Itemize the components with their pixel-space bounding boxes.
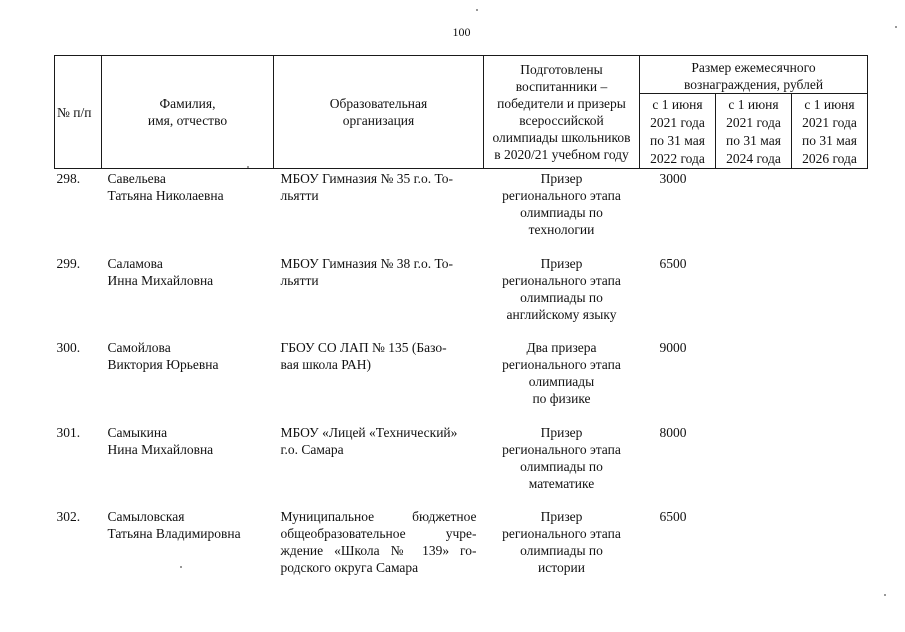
organization-line: МБОУ «Лицей «Технический» <box>280 424 458 440</box>
organization <box>274 338 484 423</box>
period-line: 2021 года <box>802 115 857 130</box>
person-given-names: Татьяна Владимировна <box>107 526 241 541</box>
reward-2026 <box>792 338 868 423</box>
reward-2024 <box>716 338 792 423</box>
header-name-line: имя, отчество <box>147 113 228 128</box>
period-line: с 1 июня <box>728 97 779 112</box>
organization <box>274 169 484 254</box>
page-number: 100 <box>452 25 471 39</box>
person-given-names: Инна Михайловна <box>107 272 214 288</box>
achievement <box>484 507 640 592</box>
table-body <box>55 169 868 592</box>
table-header <box>55 56 868 169</box>
reward-2022: 8000 <box>659 424 687 440</box>
achievement-line: регионального этапа <box>502 526 621 541</box>
achievement-line: регионального этапа <box>502 272 621 288</box>
organization <box>274 423 484 508</box>
period-line: 2022 года <box>650 151 705 166</box>
header-name-line: Фамилия, <box>159 96 216 111</box>
achievement-line: Призер <box>540 171 583 186</box>
achievement <box>484 169 640 254</box>
person-name <box>102 507 274 592</box>
row-number: 302. <box>56 509 81 524</box>
period-line: по 31 мая <box>802 133 857 148</box>
reward-2024 <box>716 507 792 592</box>
person-name <box>102 254 274 339</box>
achievement-line: регионального этапа <box>502 441 621 457</box>
reward-2022: 3000 <box>659 171 687 186</box>
achievement-line: олимпиады по <box>520 543 603 558</box>
achievement-line: по физике <box>532 391 591 406</box>
reward-2022: 6500 <box>659 255 687 271</box>
organization-line: Муниципальное бюджетное <box>280 509 477 524</box>
person-surname: Самыкина <box>107 424 168 440</box>
table-row <box>55 423 868 508</box>
scan-speck <box>180 566 182 568</box>
person-name <box>102 169 274 254</box>
table-row <box>55 507 868 592</box>
achievement-line: Два призера <box>526 340 597 355</box>
header-reward-line: вознаграждения, рублей <box>683 76 824 92</box>
achievement-line: Призер <box>540 509 583 524</box>
header-org-line: Образовательная <box>329 96 428 111</box>
period-line: 2026 года <box>802 151 857 166</box>
header-achievement-line: в 2020/21 учебном году <box>494 147 629 162</box>
header-achievement <box>484 56 640 169</box>
period-line: по 31 мая <box>726 133 781 148</box>
reward-2026 <box>792 507 868 592</box>
achievement-line: олимпиады по <box>520 458 603 474</box>
reward-2026 <box>792 169 868 254</box>
achievement-line: регионального этапа <box>502 188 621 203</box>
header-achievement-line: всероссийской <box>519 113 604 128</box>
achievement-line: олимпиады по <box>520 289 603 305</box>
header-achievement-line: олимпиады школьников <box>492 130 631 145</box>
header-period-1 <box>640 94 716 169</box>
achievement-line: Призер <box>540 424 583 440</box>
reward-2024 <box>716 254 792 339</box>
achievement <box>484 423 640 508</box>
header-reward-line: Размер ежемесячного <box>691 59 816 75</box>
reward-2024 <box>716 423 792 508</box>
person-name <box>102 423 274 508</box>
header-achievement-line: воспитанники – <box>515 79 608 94</box>
achievement-line: регионального этапа <box>502 357 621 372</box>
organization-line: ГБОУ СО ЛАП № 135 (Базо- <box>280 340 447 355</box>
header-name <box>102 56 274 169</box>
header-period-2 <box>716 94 792 169</box>
person-surname: Самойлова <box>107 340 171 355</box>
period-line: с 1 июня <box>652 97 703 112</box>
achievement-line: английскому языку <box>506 306 617 322</box>
achievement-line: технологии <box>528 222 595 237</box>
person-name <box>102 338 274 423</box>
table-row <box>55 254 868 339</box>
header-achievement-line: Подготовлены <box>520 62 603 77</box>
achievement-line: Призер <box>540 255 583 271</box>
organization <box>274 507 484 592</box>
organization-line: родского округа Самара <box>280 560 419 575</box>
person-given-names: Татьяна Николаевна <box>107 188 224 203</box>
organization-line: общеобразовательное учре- <box>280 526 477 541</box>
achievement-line: олимпиады по <box>520 205 603 220</box>
person-surname: Савельева <box>107 171 166 186</box>
row-number: 301. <box>56 424 81 440</box>
reward-2022: 6500 <box>659 509 687 524</box>
achievement <box>484 254 640 339</box>
row-number: 298. <box>56 171 81 186</box>
scan-speck <box>884 594 886 596</box>
period-line: 2021 года <box>726 115 781 130</box>
table-row <box>55 338 868 423</box>
person-surname: Самыловская <box>107 509 185 524</box>
reward-2026 <box>792 254 868 339</box>
organization-line: г.о. Самара <box>280 441 344 457</box>
row-number: 300. <box>56 340 81 355</box>
organization-line: МБОУ Гимназия № 35 г.о. То- <box>280 171 454 186</box>
reward-2024 <box>716 169 792 254</box>
reward-2026 <box>792 423 868 508</box>
header-reward <box>640 56 868 94</box>
achievement-line: математике <box>528 475 595 491</box>
achievement-line: истории <box>538 560 585 575</box>
period-line: по 31 мая <box>650 133 705 148</box>
person-given-names: Нина Михайловна <box>107 441 214 457</box>
scan-speck <box>895 26 897 28</box>
header-num: № п/п <box>55 56 102 169</box>
person-given-names: Виктория Юрьевна <box>107 357 219 372</box>
person-surname: Саламова <box>107 255 163 271</box>
period-line: 2024 года <box>726 151 781 166</box>
organization-line: ждение «Школа № 139» го- <box>280 543 477 558</box>
scan-speck <box>476 9 478 11</box>
table-row <box>55 169 868 254</box>
period-line: с 1 июня <box>804 97 855 112</box>
awards-table <box>54 55 868 592</box>
header-org-line: организация <box>342 113 415 128</box>
achievement <box>484 338 640 423</box>
organization-line: льятти <box>280 272 319 288</box>
organization-line: вая школа РАН) <box>280 357 371 372</box>
organization-line: льятти <box>280 188 319 203</box>
achievement-line: олимпиады <box>528 374 595 389</box>
header-achievement-line: победители и призеры <box>497 96 626 111</box>
header-period-3 <box>792 94 868 169</box>
row-number: 299. <box>56 255 81 271</box>
scan-speck <box>247 166 249 168</box>
organization-line: МБОУ Гимназия № 38 г.о. То- <box>280 255 454 271</box>
period-line: 2021 года <box>650 115 705 130</box>
header-org <box>274 56 484 169</box>
organization <box>274 254 484 339</box>
reward-2022: 9000 <box>659 340 687 355</box>
